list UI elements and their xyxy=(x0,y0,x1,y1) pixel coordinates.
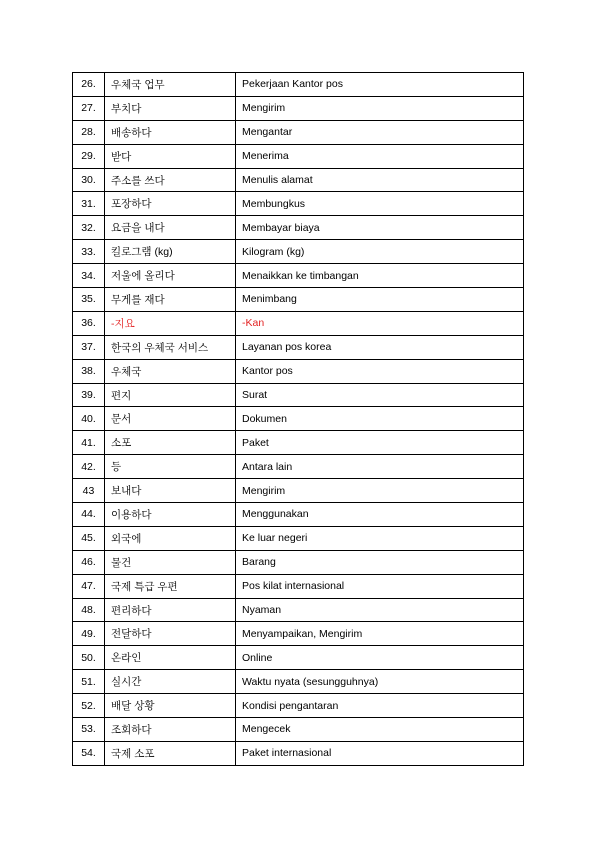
row-number: 49. xyxy=(73,622,105,646)
korean-term: 소포 xyxy=(105,431,236,455)
table-row xyxy=(73,168,524,192)
indonesian-translation: Menaikkan ke timbangan xyxy=(236,264,524,288)
indonesian-translation: Dokumen xyxy=(236,407,524,431)
korean-term: 국제 소포 xyxy=(105,741,236,765)
table-row xyxy=(73,359,524,383)
indonesian-translation: Antara lain xyxy=(236,455,524,479)
table-row xyxy=(73,718,524,742)
korean-term: 전달하다 xyxy=(105,622,236,646)
table-row xyxy=(73,598,524,622)
indonesian-translation: Menulis alamat xyxy=(236,168,524,192)
korean-term: 받다 xyxy=(105,144,236,168)
indonesian-translation: Menyampaikan, Mengirim xyxy=(236,622,524,646)
korean-term: 포장하다 xyxy=(105,192,236,216)
korean-term: 국제 특급 우편 xyxy=(105,574,236,598)
table-row xyxy=(73,550,524,574)
korean-term: 문서 xyxy=(105,407,236,431)
korean-term: 이용하다 xyxy=(105,503,236,527)
korean-term: 배달 상황 xyxy=(105,694,236,718)
korean-term: 배송하다 xyxy=(105,120,236,144)
row-number: 31. xyxy=(73,192,105,216)
korean-term: 외국에 xyxy=(105,526,236,550)
korean-term: 부치다 xyxy=(105,96,236,120)
indonesian-translation: Mengirim xyxy=(236,479,524,503)
row-number: 45. xyxy=(73,526,105,550)
korean-term: -지요 xyxy=(105,311,236,335)
korean-term: 편리하다 xyxy=(105,598,236,622)
indonesian-translation: Membayar biaya xyxy=(236,216,524,240)
table-row xyxy=(73,670,524,694)
korean-term: 요금을 내다 xyxy=(105,216,236,240)
table-row xyxy=(73,192,524,216)
row-number: 50. xyxy=(73,646,105,670)
row-number: 28. xyxy=(73,120,105,144)
indonesian-translation: Surat xyxy=(236,383,524,407)
korean-term: 킬로그램 (kg) xyxy=(105,240,236,264)
indonesian-translation: Menimbang xyxy=(236,288,524,312)
row-number: 37. xyxy=(73,335,105,359)
table-row xyxy=(73,646,524,670)
table-row xyxy=(73,216,524,240)
table-row xyxy=(73,479,524,503)
table-row xyxy=(73,120,524,144)
row-number: 54. xyxy=(73,741,105,765)
row-number: 40. xyxy=(73,407,105,431)
table-row xyxy=(73,288,524,312)
indonesian-translation: Kilogram (kg) xyxy=(236,240,524,264)
table-row xyxy=(73,383,524,407)
row-number: 29. xyxy=(73,144,105,168)
table-row xyxy=(73,503,524,527)
indonesian-translation: Ke luar negeri xyxy=(236,526,524,550)
table-row xyxy=(73,455,524,479)
indonesian-translation: Paket internasional xyxy=(236,741,524,765)
table-row xyxy=(73,431,524,455)
row-number: 32. xyxy=(73,216,105,240)
table-row xyxy=(73,335,524,359)
korean-term: 주소를 쓰다 xyxy=(105,168,236,192)
row-number: 26. xyxy=(73,73,105,97)
indonesian-translation: Membungkus xyxy=(236,192,524,216)
korean-term: 등 xyxy=(105,455,236,479)
row-number: 42. xyxy=(73,455,105,479)
table-row xyxy=(73,311,524,335)
korean-term: 우체국 xyxy=(105,359,236,383)
table-row xyxy=(73,694,524,718)
table-row xyxy=(73,73,524,97)
row-number: 34. xyxy=(73,264,105,288)
indonesian-translation: Paket xyxy=(236,431,524,455)
table-row xyxy=(73,407,524,431)
table-row xyxy=(73,574,524,598)
vocabulary-table xyxy=(72,72,524,766)
row-number: 47. xyxy=(73,574,105,598)
row-number: 43 xyxy=(73,479,105,503)
row-number: 35. xyxy=(73,288,105,312)
table-row xyxy=(73,96,524,120)
table-row xyxy=(73,240,524,264)
indonesian-translation: Menerima xyxy=(236,144,524,168)
table-row xyxy=(73,526,524,550)
table-row xyxy=(73,622,524,646)
row-number: 38. xyxy=(73,359,105,383)
table-row xyxy=(73,144,524,168)
indonesian-translation: -Kan xyxy=(236,311,524,335)
row-number: 53. xyxy=(73,718,105,742)
indonesian-translation: Mengirim xyxy=(236,96,524,120)
indonesian-translation: Pekerjaan Kantor pos xyxy=(236,73,524,97)
korean-term: 무게를 재다 xyxy=(105,288,236,312)
korean-term: 물건 xyxy=(105,550,236,574)
indonesian-translation: Menggunakan xyxy=(236,503,524,527)
indonesian-translation: Mengecek xyxy=(236,718,524,742)
vocabulary-table-body xyxy=(73,73,524,766)
korean-term: 우체국 업무 xyxy=(105,73,236,97)
row-number: 30. xyxy=(73,168,105,192)
korean-term: 저울에 올리다 xyxy=(105,264,236,288)
row-number: 41. xyxy=(73,431,105,455)
korean-term: 온라인 xyxy=(105,646,236,670)
row-number: 52. xyxy=(73,694,105,718)
indonesian-translation: Nyaman xyxy=(236,598,524,622)
indonesian-translation: Mengantar xyxy=(236,120,524,144)
row-number: 46. xyxy=(73,550,105,574)
row-number: 33. xyxy=(73,240,105,264)
row-number: 44. xyxy=(73,503,105,527)
indonesian-translation: Kantor pos xyxy=(236,359,524,383)
korean-term: 보내다 xyxy=(105,479,236,503)
row-number: 39. xyxy=(73,383,105,407)
row-number: 36. xyxy=(73,311,105,335)
table-row xyxy=(73,264,524,288)
indonesian-translation: Online xyxy=(236,646,524,670)
korean-term: 조회하다 xyxy=(105,718,236,742)
indonesian-translation: Pos kilat internasional xyxy=(236,574,524,598)
korean-term: 실시간 xyxy=(105,670,236,694)
table-row xyxy=(73,741,524,765)
korean-term: 편지 xyxy=(105,383,236,407)
indonesian-translation: Kondisi pengantaran xyxy=(236,694,524,718)
korean-term: 한국의 우체국 서비스 xyxy=(105,335,236,359)
row-number: 51. xyxy=(73,670,105,694)
row-number: 48. xyxy=(73,598,105,622)
indonesian-translation: Barang xyxy=(236,550,524,574)
row-number: 27. xyxy=(73,96,105,120)
indonesian-translation: Waktu nyata (sesungguhnya) xyxy=(236,670,524,694)
indonesian-translation: Layanan pos korea xyxy=(236,335,524,359)
